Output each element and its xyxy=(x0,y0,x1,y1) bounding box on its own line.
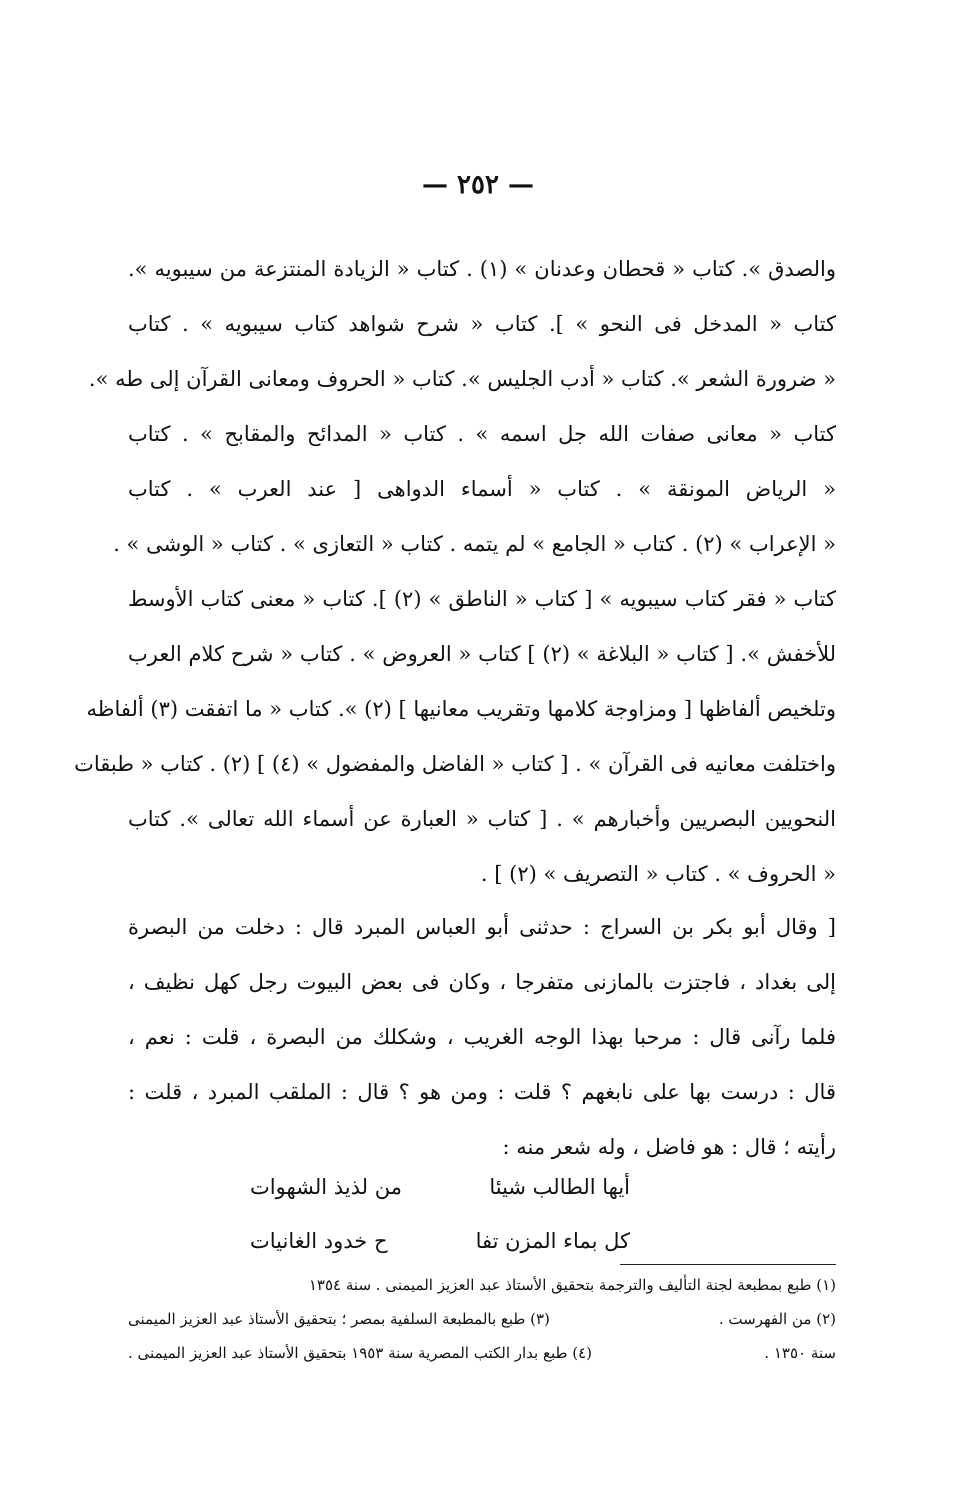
text-line: للأخفش ». [ كتاب « البلاغة » (٢) ] كتاب « العروض » . كتاب « شرح كلام العرب xyxy=(128,642,836,666)
footnote-3-continued: سنة ١٣٥٠ . xyxy=(764,1344,836,1362)
page-number: — ٢٥٢ — xyxy=(421,170,535,200)
footnote-4: (٤) طبع بدار الكتب المصرية سنة ١٩٥٣ بتحقيق الأستاذ عبد العزيز الميمنى . xyxy=(128,1344,592,1362)
footnote-1: (١) طبع بمطبعة لجنة التأليف والترجمة بتحقيق الأستاذ عبد العزيز الميمنى . سنة ١٣٥٤ xyxy=(308,1276,836,1294)
footnote-line xyxy=(128,1302,836,1336)
footnote-line xyxy=(128,1336,836,1370)
text-line: « الرياض المونقة » . كتاب « أسماء الدواهى [ عند العرب » . كتاب xyxy=(128,477,836,501)
text-line: وتلخيص ألفاظها [ ومزاوجة كلامها وتقريب معانيها ] (٢) ». كتاب « ما اتفقت (٣) ألفاظه xyxy=(86,697,836,721)
text-line: النحويين البصريين وأخبارهم » . [ كتاب « العبارة عن أسماء الله تعالى ». كتاب xyxy=(128,807,836,831)
text-line: رأيته ؛ قال : هو فاضل ، وله شعر منه : xyxy=(502,1135,836,1159)
footnote-3: (٣) طبع بالمطبعة السلفية بمصر ؛ بتحقيق الأستاذ عبد العزيز الميمنى xyxy=(128,1310,550,1328)
footnote-2: (٢) من الفهرست . xyxy=(718,1310,836,1328)
anecdote-paragraph xyxy=(128,900,836,1175)
poem xyxy=(250,1160,630,1268)
verse-first-hemistich: أيها الطالب شيئا xyxy=(489,1175,630,1199)
book-list-paragraph xyxy=(74,242,836,902)
text-line: إلى بغداد ، فاجتزت بالمازنى متفرجا ، وكان فى بعض البيوت رجل كهل نظيف ، xyxy=(128,970,836,994)
footnotes xyxy=(128,1268,836,1370)
text-line: [ وقال أبو بكر بن السراج : حدثنى أبو العباس المبرد قال : دخلت من البصرة xyxy=(128,915,836,939)
text-line: والصدق ». كتاب « قحطان وعدنان » (١) . كتاب « الزيادة المنتزعة من سيبويه ». xyxy=(128,257,836,281)
verse-second-hemistich: من لذيذ الشهوات xyxy=(250,1175,402,1199)
text-line: كتاب « المدخل فى النحو » ]. كتاب « شرح شواهد كتاب سيبويه » . كتاب xyxy=(128,312,836,336)
verse-second-hemistich: ح خدود الغانيات xyxy=(250,1229,388,1253)
verse-line xyxy=(250,1214,630,1268)
text-line: واختلفت معانيه فى القرآن » . [ كتاب « الفاضل والمفضول » (٤) ] (٢) . كتاب « طبقات xyxy=(74,752,836,776)
text-line: « ضرورة الشعر ». كتاب « أدب الجليس ». كتاب « الحروف ومعانى القرآن إلى طه ». xyxy=(88,367,836,391)
verse-first-hemistich: كل بماء المزن تفا xyxy=(475,1229,630,1253)
verse-line xyxy=(250,1160,630,1214)
footnote-divider xyxy=(620,1264,836,1265)
text-line: قال : درست بها على نابغهم ؟ قلت : ومن هو ؟ قال : الملقب المبرد ، قلت : xyxy=(128,1080,836,1104)
text-line: « الإعراب » (٢) . كتاب « الجامع » لم يتمه . كتاب « التعازى » . كتاب « الوشى » . xyxy=(113,532,836,556)
text-line: « الحروف » . كتاب « التصريف » (٢) ] . xyxy=(480,862,836,886)
text-line: كتاب « معانى صفات الله جل اسمه » . كتاب « المدائح والمقابح » . كتاب xyxy=(128,422,836,446)
text-line: فلما رآنى قال : مرحبا بهذا الوجه الغريب ، وشكلك من البصرة ، قلت : نعم ، xyxy=(128,1025,836,1049)
text-line: كتاب « فقر كتاب سيبويه » [ كتاب « الناطق » (٢) ]. كتاب « معنى كتاب الأوسط xyxy=(128,587,836,611)
